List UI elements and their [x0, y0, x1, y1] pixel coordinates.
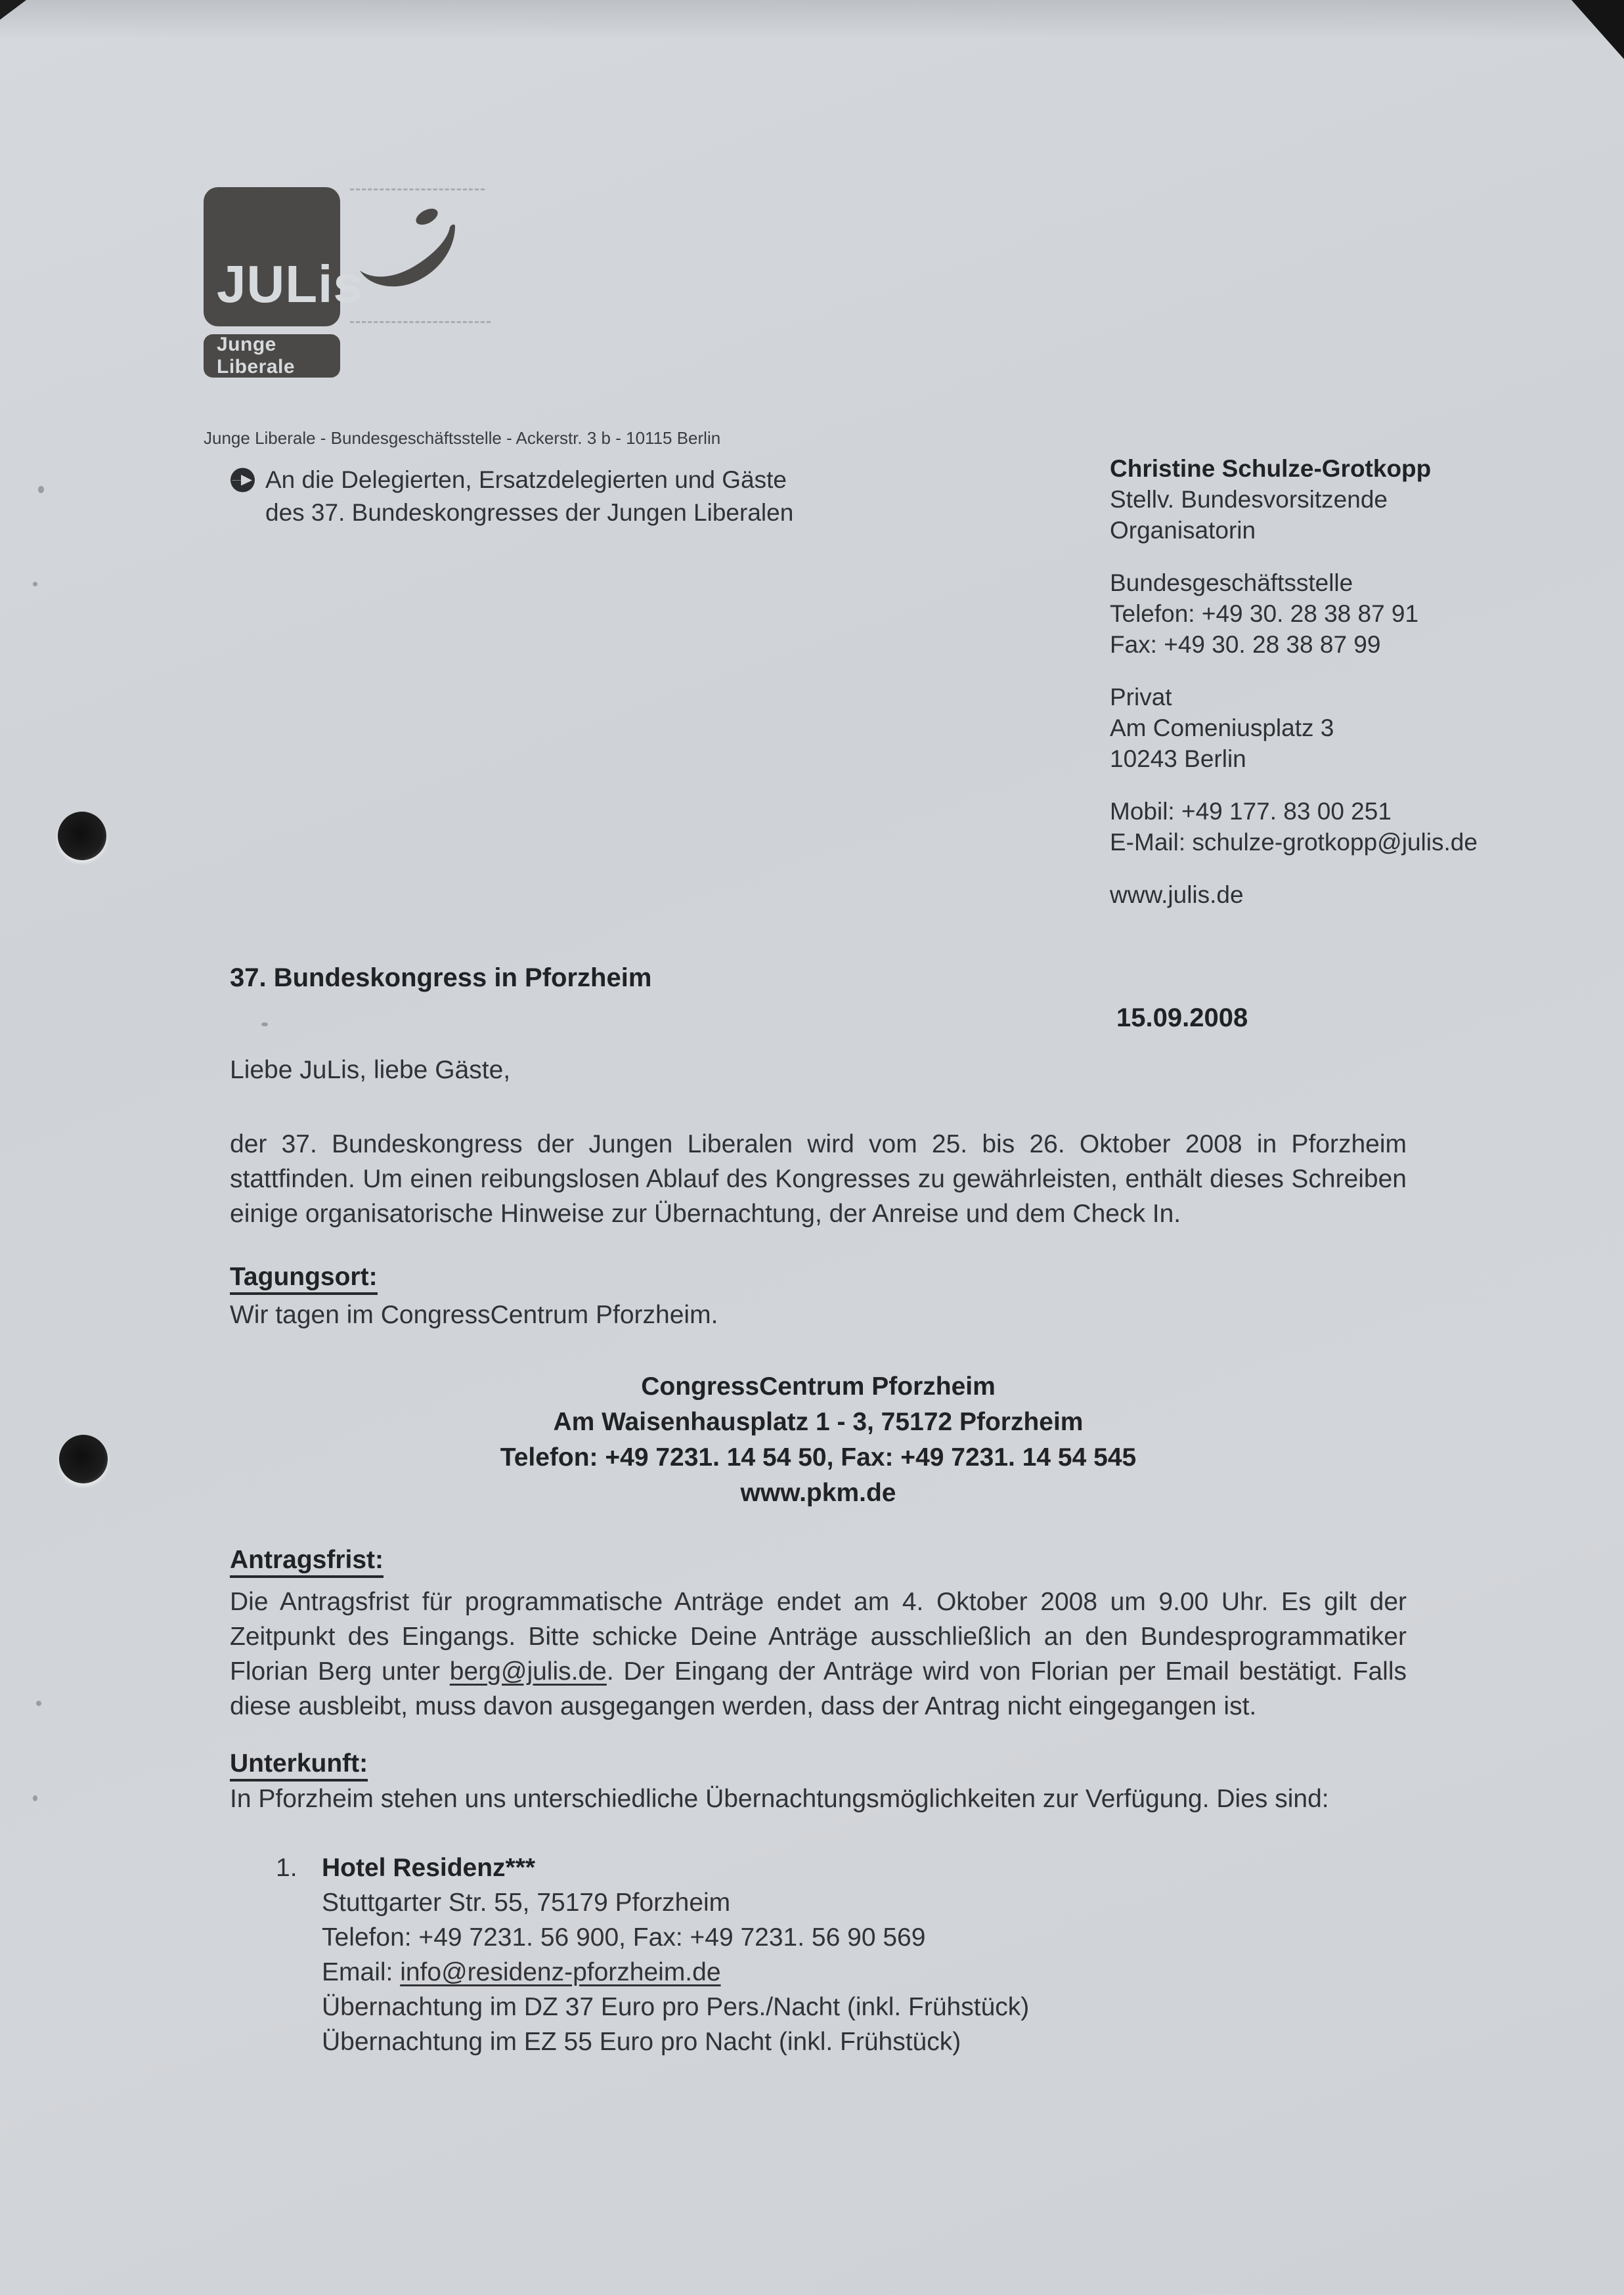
private-city: 10243 Berlin [1110, 745, 1246, 772]
recipient-text-1: An die Delegierten, Ersatzdelegierten und Gäste [265, 466, 787, 493]
private-label: Privat [1110, 684, 1172, 710]
venue-phone-fax: Telefon: +49 7231. 14 54 50, Fax: +49 7231. 14 54 545 [500, 1443, 1137, 1472]
office-phone: Telefon: +49 30. 28 38 87 91 [1110, 600, 1419, 627]
arrow-bullet-icon [230, 467, 256, 493]
hotel-email-label: Email: [322, 1958, 401, 1986]
letter-date: 15.09.2008 [1116, 1003, 1248, 1032]
intro-paragraph: der 37. Bundeskongress der Jungen Liberalen wird vom 25. bis 26. Oktober 2008 in Pforzheim stattfinden. Um einen reibungslosen Ablauf des Kongresses zu gewährleisten, enthält dieses Schreiben einige organisatorische Hinweise zur Übernachtung, der Anreise und dem Check In. [230, 1130, 1407, 1228]
scan-corner-shadow-top-right [1571, 0, 1624, 59]
julis-logo-text: JULis [217, 255, 363, 313]
punch-hole-bottom [59, 1435, 108, 1483]
salutation: Liebe JuLis, liebe Gäste, [230, 1056, 511, 1084]
julis-swoosh-icon [357, 202, 462, 301]
hotel-phone-fax: Telefon: +49 7231. 56 900, Fax: +49 7231. 56 90 569 [322, 1923, 926, 1952]
tagungsort-body: Wir tagen im CongressCentrum Pforzheim. [230, 1301, 718, 1329]
scan-speck [38, 486, 44, 493]
hotel-title-row [276, 1850, 1029, 1885]
julis-logo-subtext: Junge Liberale [217, 334, 296, 378]
hotel-rate-dz: Übernachtung im DZ 37 Euro pro Pers./Nacht (inkl. Frühstück) [322, 1993, 1030, 2021]
recipient-block [230, 464, 793, 529]
contact-email: E-Mail: schulze-grotkopp@julis.de [1110, 829, 1478, 856]
subject-line: 37. Bundeskongress in Pforzheim [230, 963, 652, 992]
heading-underline: Unterkunft: [230, 1749, 368, 1781]
hotel-number: 1. [276, 1854, 297, 1882]
fold-mark-bottom [350, 321, 491, 323]
fold-mark-top [350, 188, 485, 190]
antragsfrist-text-after: . Der Eingang der Anträge wird von Florian per Email bestätigt. Falls diese ausbleibt, muss davon ausgegangen werden, dass der Antrag nicht eingegangen ist. [230, 1657, 1407, 1720]
contact-block [1110, 453, 1478, 910]
contact-private-group [1110, 682, 1478, 774]
contact-website-group [1110, 879, 1478, 910]
julis-logo-badge [204, 334, 340, 378]
email-link-berg: berg@julis.de [449, 1657, 607, 1686]
office-label: Bundesgeschäftsstelle [1110, 569, 1353, 596]
contact-office-group [1110, 567, 1478, 660]
sender-return-address: Junge Liberale - Bundesgeschäftsstelle - Ackerstr. 3 b - 10115 Berlin [204, 428, 721, 448]
scan-speck [33, 582, 37, 586]
contact-mobile: Mobil: +49 177. 83 00 251 [1110, 798, 1392, 825]
scan-corner-shadow-top-left [0, 0, 26, 20]
venue-website: www.pkm.de [740, 1479, 896, 1507]
julis-logo [204, 187, 363, 326]
contact-role-1: Stellv. Bundesvorsitzende [1110, 486, 1388, 513]
section-heading-tagungsort [230, 1263, 378, 1292]
scan-speck [36, 1701, 41, 1706]
heading-underline: Antragsfrist: [230, 1546, 384, 1578]
hotel-address: Stuttgarter Str. 55, 75179 Pforzheim [322, 1889, 731, 1917]
venue-address: Am Waisenhausplatz 1 - 3, 75172 Pforzheim [553, 1408, 1084, 1436]
unterkunft-body: In Pforzheim stehen uns unterschiedliche Übernachtungsmöglichkeiten zur Verfügung. Dies sind: [230, 1785, 1329, 1813]
hotel-details [276, 1885, 1029, 2059]
recipient-text-2: des 37. Bundeskongresses der Jungen Liberalen [265, 499, 794, 526]
antragsfrist-paragraph [230, 1585, 1407, 1724]
hotel-rate-ez: Übernachtung im EZ 55 Euro pro Nacht (inkl. Frühstück) [322, 2028, 961, 2056]
contact-person-group [1110, 453, 1478, 546]
venue-name: CongressCentrum Pforzheim [641, 1372, 996, 1401]
heading-underline: Tagungsort: [230, 1263, 378, 1295]
section-heading-antragsfrist [230, 1546, 384, 1575]
contact-website: www.julis.de [1110, 881, 1244, 908]
email-link-hotel: info@residenz-pforzheim.de [400, 1958, 721, 1986]
office-fax: Fax: +49 30. 28 38 87 99 [1110, 631, 1381, 658]
recipient-line-1 [230, 464, 793, 496]
contact-role-2: Organisatorin [1110, 517, 1256, 544]
contact-name: Christine Schulze-Grotkopp [1110, 455, 1432, 482]
section-heading-unterkunft [230, 1749, 368, 1778]
scan-speck [33, 1795, 37, 1801]
hotel-email-row [322, 1955, 1029, 1990]
antragsfrist-text-before: Die Antragsfrist für programmatische Anträge endet am 4. Oktober 2008 um 9.00 Uhr. Es gilt der Zeitpunkt des Eingangs. Bitte schicke Deine Anträge ausschließlich an den Bundesprogrammatiker Florian Berg unter [230, 1588, 1407, 1686]
venue-block [230, 1369, 1407, 1511]
contact-reach-group [1110, 796, 1478, 858]
hotel-item [276, 1850, 1029, 2059]
scan-speck [261, 1022, 268, 1026]
hotel-name: Hotel Residenz*** [322, 1854, 536, 1882]
punch-hole-top [58, 812, 106, 860]
private-street: Am Comeniusplatz 3 [1110, 714, 1334, 741]
